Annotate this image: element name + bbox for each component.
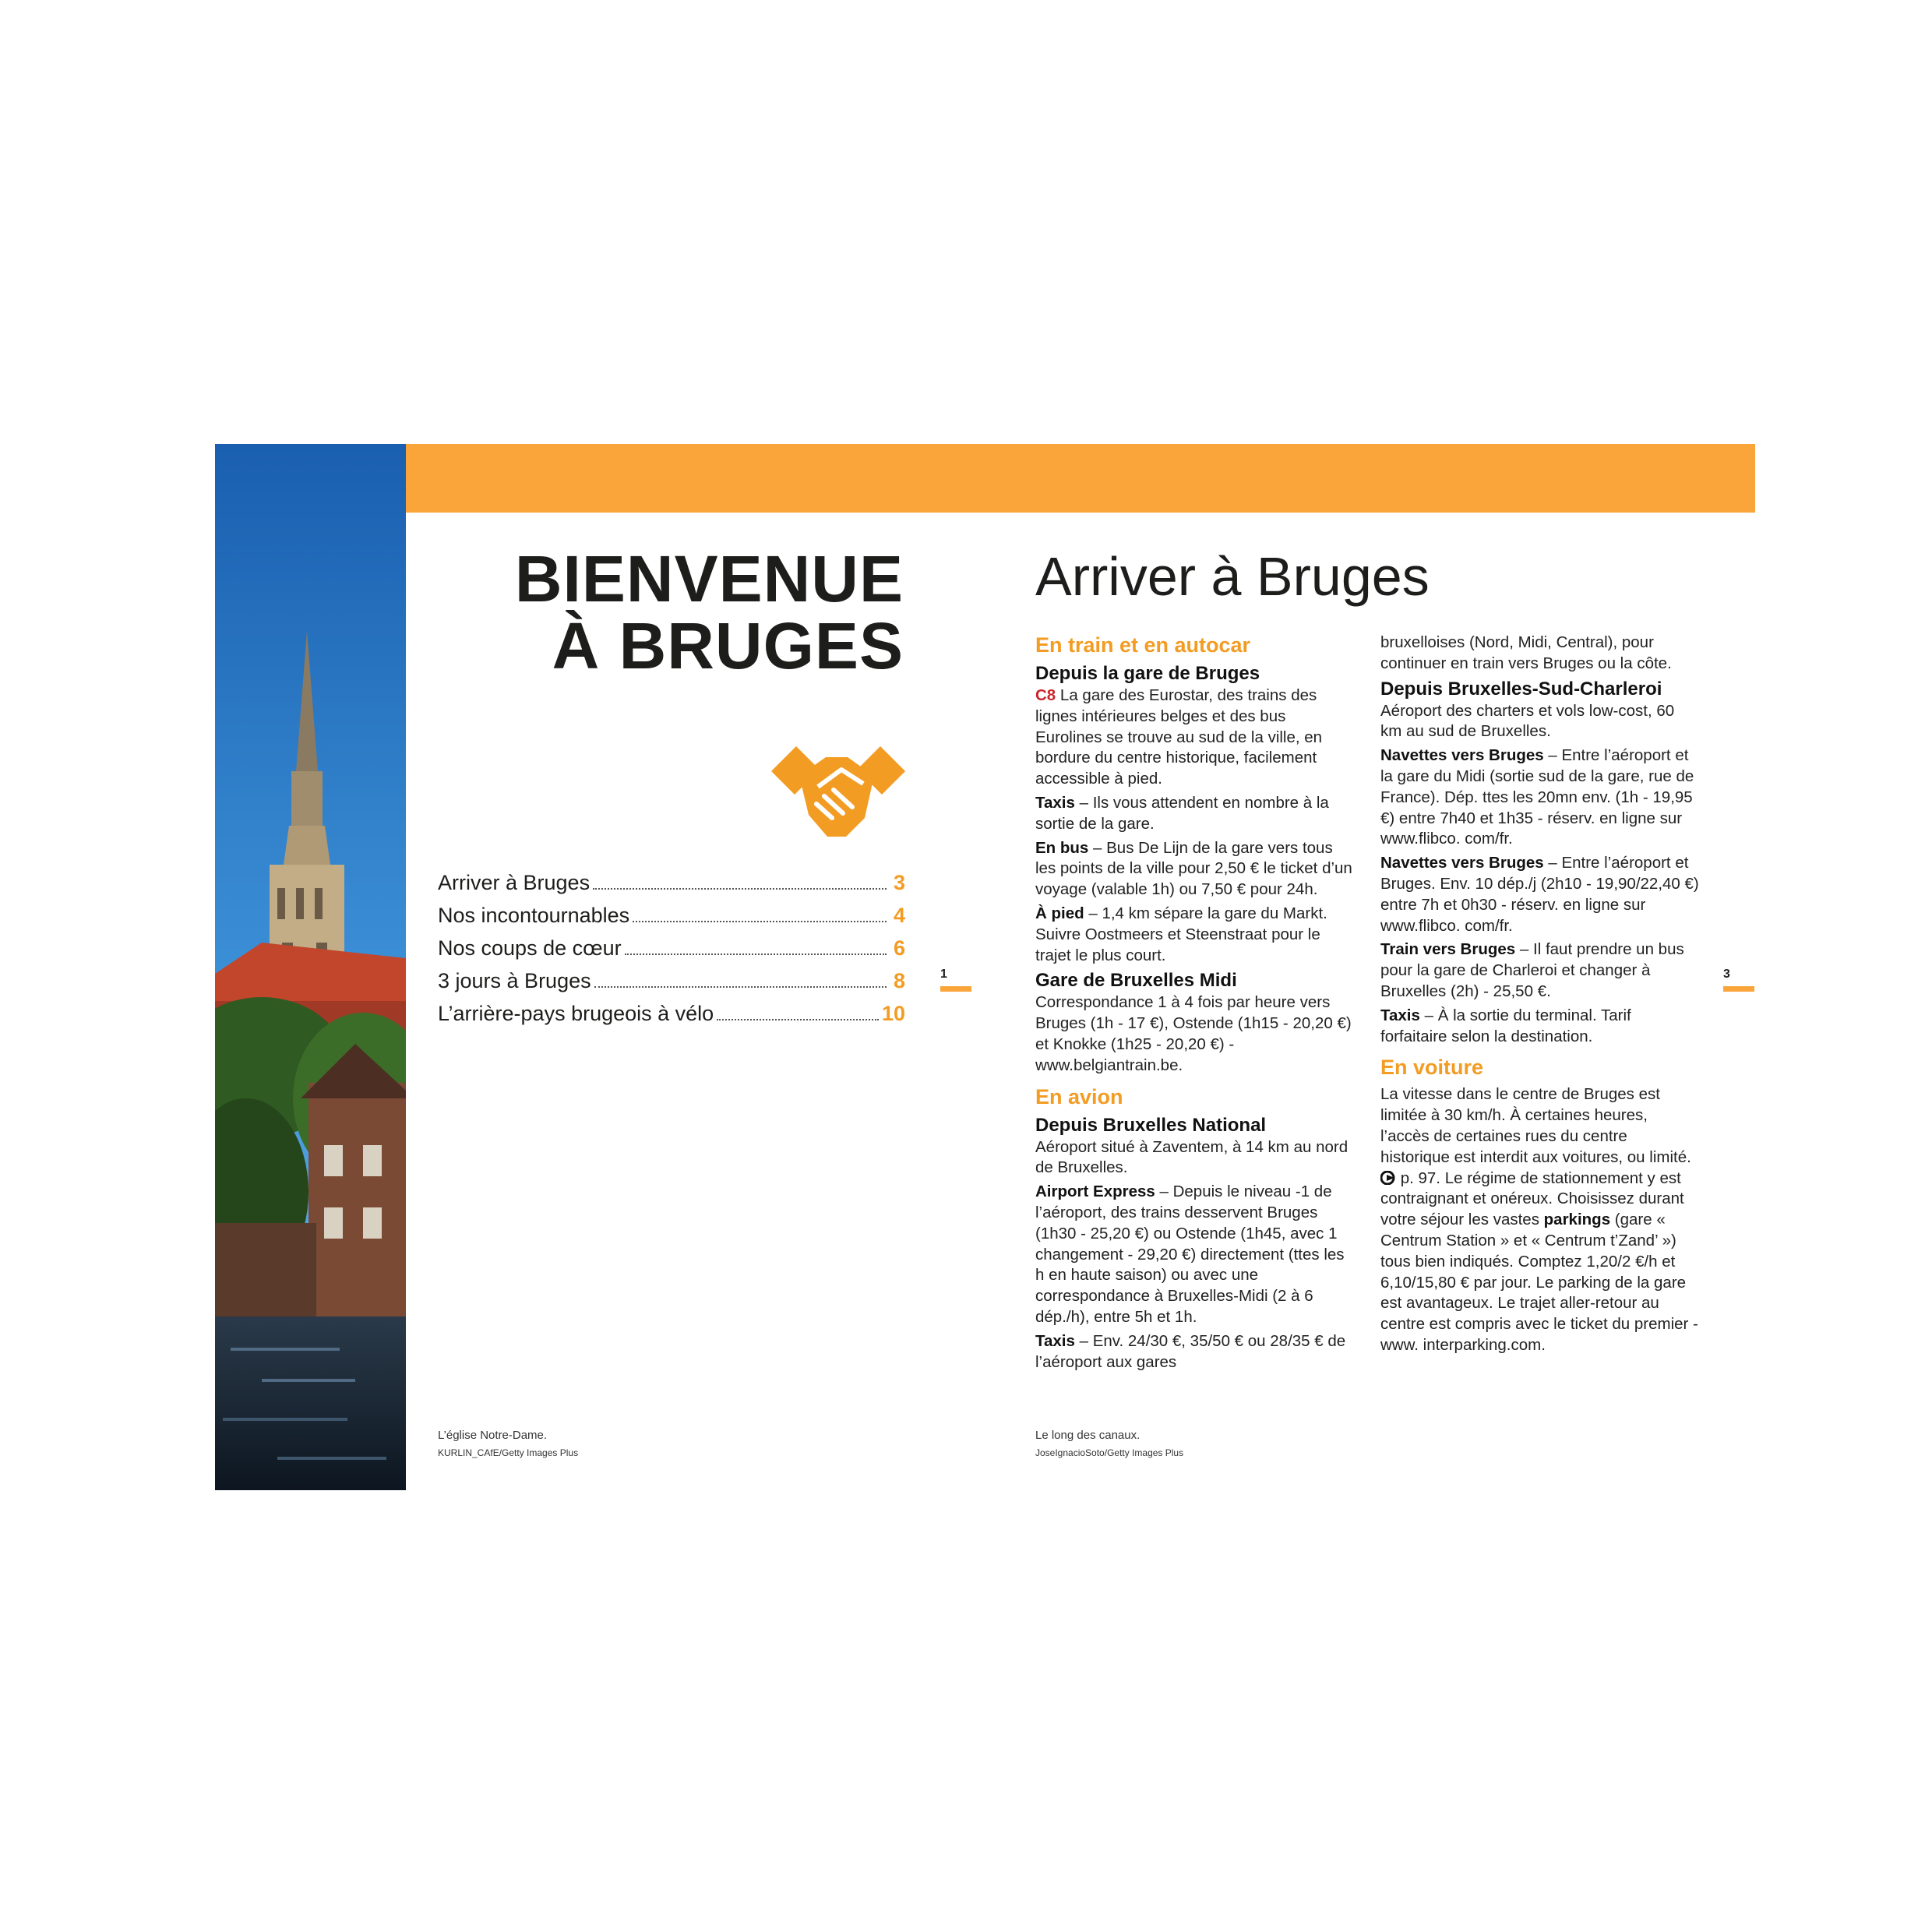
toc-item[interactable] [438, 871, 905, 904]
photo-caption-right: Le long des canaux. [1035, 1429, 1141, 1442]
paragraph-taxis-terminal [1380, 1006, 1700, 1048]
paragraph-national: Aéroport situé à Zaventem, à 14 km au nord de Bruxelles. [1035, 1137, 1349, 1177]
paragraph-pied [1035, 904, 1355, 966]
photo-credit-right: JoseIgnacioSoto/Getty Images Plus [1035, 1447, 1184, 1458]
label: Navettes vers Bruges [1380, 854, 1544, 872]
title-line-1: BIENVENUE [514, 542, 904, 615]
paragraph-voiture [1380, 1084, 1700, 1355]
text: – Ils vous attendent en nombre à la sortie de la gare. [1035, 793, 1329, 833]
subheading-midi: Gare de Bruxelles Midi [1035, 970, 1237, 992]
text: Le régime de stationnement y est contraignant et onéreux. Choisissez durant votre séjour les vastes [1380, 1168, 1684, 1229]
paragraph-gare-bruges [1035, 686, 1355, 790]
toc-item-label: Nos incontournables [438, 904, 630, 927]
title-line-2: À BRUGES [552, 609, 904, 682]
page-reference: p. 97. [1400, 1168, 1440, 1187]
page-title [436, 542, 904, 682]
handshake-icon [771, 740, 905, 844]
paragraph-taxis [1035, 793, 1355, 835]
paragraph-taxis-aeroport [1035, 1331, 1355, 1373]
page-number: 3 [1723, 968, 1730, 981]
subheading-charleroi: Depuis Bruxelles-Sud-Charleroi [1380, 678, 1662, 700]
photo-caption: L’église Notre-Dame. [438, 1429, 548, 1442]
label: Taxis [1380, 1006, 1420, 1024]
toc-item-label: L’arrière-pays brugeois à vélo [438, 1002, 714, 1025]
table-of-contents [438, 871, 905, 1034]
paragraph-airport-express [1035, 1182, 1355, 1328]
paragraph-train-bruges [1380, 939, 1700, 1002]
folio-left [940, 968, 971, 992]
header-band [406, 444, 1755, 513]
subheading-national: Depuis Bruxelles National [1035, 1114, 1267, 1136]
label: Navettes vers Bruges [1380, 746, 1544, 765]
toc-leader [594, 986, 887, 988]
toc-item[interactable] [438, 1002, 905, 1034]
text: – À la sortie du terminal. Tarif forfaitaire selon la destination. [1380, 1006, 1631, 1045]
paragraph-navettes-1 [1380, 745, 1700, 850]
text: – Il faut prendre un bus pour la gare de Charleroi et changer à Bruxelles (2h) - 25,50 €. [1380, 940, 1684, 1000]
section-title: Arriver à Bruges [1035, 546, 1430, 607]
label: Airport Express [1035, 1183, 1155, 1201]
label: Taxis [1035, 1331, 1075, 1350]
label: En bus [1035, 838, 1089, 857]
page-number: 1 [940, 968, 947, 981]
label: À pied [1035, 904, 1084, 922]
label: Taxis [1035, 793, 1075, 812]
toc-item-page: 8 [893, 969, 905, 992]
column-1 [1035, 628, 1355, 1376]
arrow-reference-icon [1380, 1169, 1396, 1187]
toc-item-page: 6 [893, 936, 905, 960]
subheading-gare-bruges: Depuis la gare de Bruges [1035, 663, 1260, 684]
folio-bar [940, 986, 971, 992]
toc-item-label: 3 jours à Bruges [438, 969, 591, 992]
text: – Env. 24/30 €, 35/50 € ou 28/35 € de l’aéroport aux gares [1035, 1331, 1346, 1371]
toc-leader [625, 953, 887, 955]
column-2 [1380, 633, 1700, 1359]
toc-leader [593, 888, 887, 890]
grid-ref: C8 [1035, 686, 1056, 704]
toc-item[interactable] [438, 904, 905, 936]
text: – Entre l’aéroport et Bruges. Env. 10 dép./j (2h10 - 19,90/22,40 €) entre 7h et 0h30 - réserv. en ligne sur www.flibco. com/fr. [1380, 854, 1699, 935]
text: – Entre l’aéroport et la gare du Midi (sortie sud de la gare, rue de France). Dép. ttes les 20mn env. (1h - 19,95 €) entre 7h40 et 1h35 - réserv. en ligne sur www.flibco. com/fr. [1380, 746, 1694, 848]
folio-right [1723, 968, 1754, 992]
toc-item[interactable] [438, 936, 905, 969]
text: – 1,4 km sépare la gare du Markt. Suivre Oostmeers et Steenstraat pour le trajet le plus court. [1035, 904, 1327, 964]
paragraph-bus [1035, 838, 1355, 901]
section-heading-voiture: En voiture [1380, 1056, 1484, 1080]
toc-item-label: Nos coups de cœur [438, 936, 622, 960]
label: parkings [1543, 1211, 1611, 1229]
paragraph-charleroi: Aéroport des charters et vols low-cost, 60 km au sud de Bruxelles. [1380, 701, 1675, 741]
text: La vitesse dans le centre de Bruges est limitée à 30 km/h. À certaines heures, l’accès de certaines rues du centre historique est interdit aux voitures, ou limité. [1380, 1085, 1691, 1166]
paragraph-navettes-2 [1380, 853, 1700, 936]
toc-item[interactable] [438, 969, 905, 1002]
toc-item-page: 10 [881, 1002, 905, 1025]
text: – Depuis le niveau -1 de l’aéroport, des trains desservent Bruges (1h30 - 25,20 €) ou Ostende (1h45, avec 1 changement - 29,20 €) directement (ttes les h en haute saison) ou avec une correspondance à Bruxelles-Midi (2 à 6 dép./h), entre 5h et 1h. [1035, 1183, 1345, 1326]
photo-credit: KURLIN_CAfE/Getty Images Plus [438, 1447, 579, 1458]
toc-leader [633, 921, 887, 922]
text: (gare « Centrum Station » et « Centrum t’Zand’ ») tous bien indiqués. Comptez 1,20/2 €/h et 6,10/15,80 € par jour. Le parking de la gare est avantageux. Le trajet aller-retour au centre est compris avec le ticket du premier - www. interparking.com. [1380, 1211, 1698, 1354]
text: La gare des Eurostar, des trains des lignes intérieures belges et des bus Eurolines se trouve au sud de la ville, en bordure du centre historique, facilement accessible à pied. [1035, 686, 1323, 788]
toc-leader [717, 1019, 879, 1020]
paragraph-midi: Correspondance 1 à 4 fois par heure vers Bruges (1h - 17 €), Ostende (1h15 - 20,20 €) et Knokke (1h25 - 20,20 €) - www.belgiantrain.be. [1035, 993, 1352, 1074]
section-heading-avion: En avion [1035, 1084, 1123, 1109]
toc-item-page: 4 [893, 904, 905, 927]
toc-item-label: Arriver à Bruges [438, 871, 591, 894]
folio-bar [1723, 986, 1754, 992]
label: Train vers Bruges [1380, 940, 1516, 959]
photo-eglise-notre-dame [215, 444, 406, 1490]
text: – Bus De Lijn de la gare vers tous les points de la ville pour 2,50 € le ticket d’un voyage (valable 1h) ou 7,50 € pour 24h. [1035, 838, 1352, 899]
section-heading-train: En train et en autocar [1035, 633, 1251, 657]
toc-item-page: 3 [893, 871, 905, 894]
paragraph-continuation: bruxelloises (Nord, Midi, Central), pour continuer en train vers Bruges ou la côte. [1380, 633, 1672, 672]
